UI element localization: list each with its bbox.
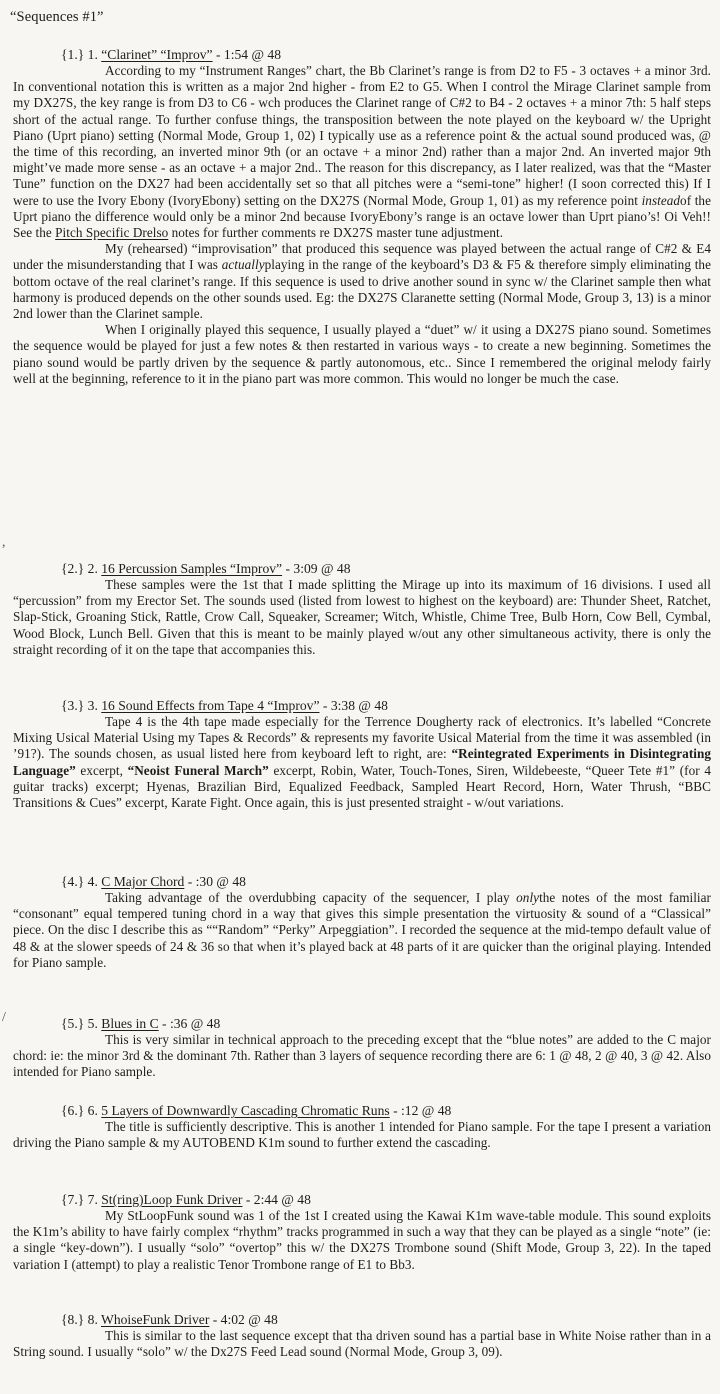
section-meta: - 1:54 @ 48 xyxy=(212,47,281,62)
section-name: Blues in C xyxy=(101,1016,159,1031)
paragraph: Taking advantage of the overdubbing capacity of the sequencer, I play onlythe notes of the most familiar “consonant” equal tempered tuning chord in a way that gives this simple presentation the virtuosity & sound of a “Classical” piece. On the disc I describe this as ““Random” “Perky” Arpeggiation”. I recorded the sequence at the mid-tempo default value of 48 & at the slower speeds of 24 & 36 so that when it’s played back at 48 parts of it are quicker than the original playing. Intended for Piano sample. xyxy=(13,890,711,970)
document-title: “Sequences #1” xyxy=(10,9,104,25)
section-meta: - 2:44 @ 48 xyxy=(242,1192,311,1207)
section-number: {5.} 5. xyxy=(61,1016,102,1031)
section-name: “Clarinet” “Improv” xyxy=(101,47,213,62)
section-number: {4.} 4. xyxy=(61,874,102,889)
paragraph: When I originally played this sequence, I usually played a “duet” w/ it using a DX27S piano sound. Sometimes the sequence would be played for just a few notes & then restarted in various ways - to create a new beginning. Sometimes the piano sound would be partly driven by the sequence & partly autonomous, etc.. Since I remembered the original melody fairly well at the beginning, reference to it in the piano part was more common. This would no longer be much the case. xyxy=(13,322,711,386)
section-number: {1.} 1. xyxy=(61,47,102,62)
section-heading xyxy=(61,1311,711,1328)
section-blues-in-c xyxy=(13,1015,711,1081)
section-meta: - :12 @ 48 xyxy=(389,1103,452,1118)
bold-title: “Reintegrated Experiments in Disintegrating Language” xyxy=(13,746,712,778)
bold-title: “Neoist Funeral March” xyxy=(127,762,269,778)
section-number: {2.} 2. xyxy=(61,561,102,576)
section-name: WhoiseFunk Driver xyxy=(101,1312,210,1327)
section-number: {8.} 8. xyxy=(61,1312,101,1327)
section-name: 16 Sound Effects from Tape 4 “Improv” xyxy=(101,698,320,713)
section-name: C Major Chord xyxy=(101,874,185,889)
section-meta: - 4:02 @ 48 xyxy=(209,1312,278,1327)
section-number: {3.} 3. xyxy=(61,698,102,713)
emphasis: actually xyxy=(221,257,265,273)
paragraph: My StLoopFunk sound was 1 of the 1st I created using the Kawai K1m wave-table module. This sound exploits the K1m’s ability to have fairly complex “rhythm” tracks programmed in such a way that they can be played as a single “note” (ie: a single “key-down”). I usually “solo” “overtop” this w/ the DX27S Trombone sound (Shift Mode, Group 3, 22). In the taped variation I (attempt) to play a realistic Tenor Trombone range of E1 to Bb3. xyxy=(13,1208,711,1272)
paragraph: My (rehearsed) “improvisation” that produced this sequence was played between the actual range of C#2 & E4 under the misunderstanding that I was actuallyplaying in the range of the keyboard’s D3 & F5 & therefore simply eliminating the bottom octave of the real clarinet’s range. If this sequence is used to drive another sound in sync w/ the Clarinet sample then what harmony is produced depends on the other sounds used. Eg: the DX27S Claranette setting (Normal Mode, Group 3, 13) is a minor 2nd lower than the Clarinet sample. xyxy=(13,241,711,322)
section-meta: - :30 @ 48 xyxy=(184,874,246,889)
margin-mark: / xyxy=(2,1010,6,1025)
section-name: 5 Layers of Downwardly Cascading Chromatic Runs xyxy=(101,1103,390,1118)
paragraph: This is very similar in technical approach to the preceding except that the “blue notes” are added to the C major chord: ie: the minor 3rd & the dominant 7th. Rather than 3 layers of sequence recording there are 6: 1 @ 48, 2 @ 40, 3 @ 42. Also intended for Piano sample. xyxy=(13,1032,711,1080)
section-meta: - 3:09 @ 48 xyxy=(282,561,351,576)
section-heading xyxy=(61,46,711,63)
section-percussion xyxy=(13,560,711,658)
paragraph: According to my “Instrument Ranges” chart, the Bb Clarinet’s range is from D2 to F5 - 3 octaves + a minor 3rd. In conventional notation this is written as a major 2nd higher - from E2 to G5. When I control the Mirage Clarinet sample from my DX27S, the key range is from D3 to C6 - wch produces the Clarinet range of C#2 to B4 - 2 octaves + a minor 7th: 5 half steps short of the actual range. To further confuse things, the transposition between the note played on the keyboard w/ the Upright Piano (Uprt piano) setting (Normal Mode, Group 1, 02) I typically use as a reference point & the actual sound produced was, @ the time of this recording, an inverted minor 9th (or an octave + a minor 2nd) rather than a major 2nd. An inverted major 9th might’ve made more sense - as an octave + a major 2nd.. The reason for this discrepancy, as I later realized, was that the “Master Tune” function on the DX27 had been accidentally set so that all pitches were a “semi-tone” higher! (I soon corrected this) If I were to use the Ivory Ebony (IvoryEbony) setting on the DX27S (Normal Mode, Group 1, 01) as my reference point insteadof the Uprt piano the difference would only be a minor 2nd because IvoryEbony’s range is an octave lower than Uprt piano’s! Oi Veh!! See the Pitch Specific Drelso notes for further comments re DX27S master tune adjustment. xyxy=(13,63,711,241)
section-cascading-runs xyxy=(13,1102,711,1151)
paragraph: These samples were the 1st that I made splitting the Mirage up into its maximum of 16 divisions. I used all “percussion” from my Erector Set. The sounds used (listed from lowest to highest on the keyboard) are: Thunder Sheet, Ratchet, Slap-Stick, Groaning Stick, Rattle, Crow Call, Squeaker, Screamer; Witch, Whistle, Chime Tree, Bulb Horn, Cow Bell, Cymbal, Wood Block, Lunch Bell. Given that this is meant to be mainly played w/out any other simultaneous activity, there is only the straight recording of it on the tape that accompanies this. xyxy=(13,577,711,657)
section-c-major-chord xyxy=(13,873,711,971)
section-heading xyxy=(61,560,711,577)
paragraph: The title is sufficiently descriptive. This is another 1 intended for Piano sample. For the tape I present a variation driving the Piano sample & my AUTOBEND K1m sound to further extend the cascading. xyxy=(13,1119,711,1151)
section-meta: - :36 @ 48 xyxy=(158,1016,221,1031)
section-stringloop-funk xyxy=(13,1191,711,1273)
section-heading xyxy=(61,697,711,714)
section-heading xyxy=(61,1102,711,1119)
section-name: 16 Percussion Samples “Improv” xyxy=(101,561,283,576)
section-clarinet xyxy=(13,46,711,387)
section-heading xyxy=(61,873,711,890)
section-heading xyxy=(61,1191,711,1208)
paragraph: Tape 4 is the 4th tape made especially for the Terrence Dougherty rack of electronics. It’s labelled “Concrete Mixing Usical Material Using my Tapes & Records” & represents my favorite Usical Material from the time it was assembled (in ’91?). The sounds chosen, as usual listed here from keyboard left to right, are: “Reintegrated Experiments in Disintegrating Language” excerpt, “Neoist Funeral March” excerpt, Robin, Water, Touch-Tones, Siren, Wildebeeste, “Queer Tete #1” (for 4 guitar tracks) excerpt; Hyenas, Brazilian Bird, Equalized Feedback, Sampled Heart Record, Horn, Water Thrush, “BBC Transitions & Cues” excerpt, Karate Fight. Once again, this is just presented straight - w/out variations. xyxy=(13,714,712,811)
section-whoise-funk xyxy=(13,1311,711,1360)
section-number: {7.} 7. xyxy=(61,1192,102,1207)
margin-mark: , xyxy=(2,535,6,550)
section-heading xyxy=(61,1015,711,1032)
paragraph: This is similar to the last sequence except that tha driven sound has a partial base in White Noise rather than in a String sound. I usually “solo” w/ the Dx27S Feed Lead sound (Normal Mode, Group 3, 09). xyxy=(13,1328,711,1360)
notes-reference: Pitch Specific Drelso xyxy=(55,225,169,241)
emphasis: only xyxy=(516,890,540,905)
section-meta: - 3:38 @ 48 xyxy=(319,698,388,713)
section-sound-effects xyxy=(13,697,711,811)
section-name: St(ring)Loop Funk Driver xyxy=(101,1192,243,1207)
emphasis: instead xyxy=(641,192,681,208)
section-number: {6.} 6. xyxy=(61,1103,102,1118)
